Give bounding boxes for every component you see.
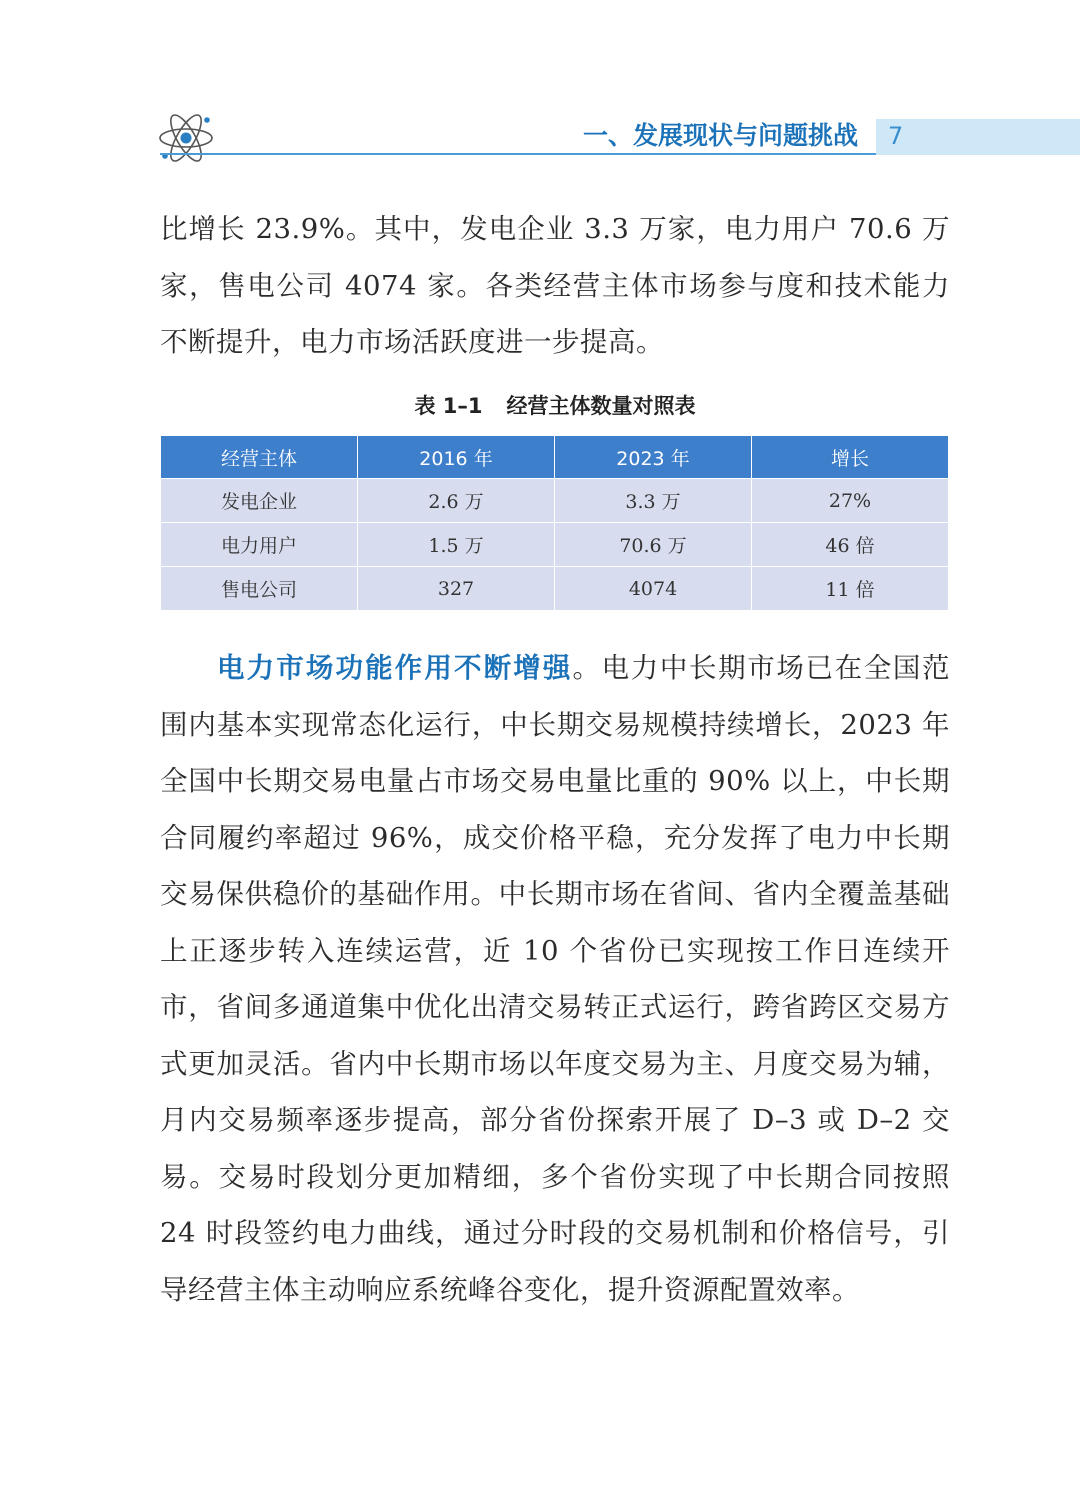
table-cell: 46 倍 xyxy=(752,523,949,567)
chapter-title: 一、发展现状与问题挑战 xyxy=(582,121,858,150)
table-cell: 11 倍 xyxy=(752,567,949,611)
table-header-row xyxy=(161,436,949,479)
table-row xyxy=(161,567,949,611)
table-cell: 电力用户 xyxy=(161,523,358,567)
column-header: 2016 年 xyxy=(358,436,555,479)
atom-icon xyxy=(156,106,216,168)
table-caption-title: 经营主体数量对照表 xyxy=(506,394,696,418)
table-cell: 发电企业 xyxy=(161,479,358,523)
table-cell: 70.6 万 xyxy=(555,523,752,567)
column-header: 2023 年 xyxy=(555,436,752,479)
table-cell: 27% xyxy=(752,479,949,523)
table-caption-number: 表 1–1 xyxy=(414,394,483,418)
table-cell: 售电公司 xyxy=(161,567,358,611)
intro-paragraph: 比增长 23.9%。其中，发电企业 3.3 万家，电力用户 70.6 万家，售电公司 4074 家。各类经营主体市场参与度和技术能力不断提升，电力市场活跃度进一步提高。 xyxy=(160,213,950,358)
column-header: 经营主体 xyxy=(161,436,358,479)
entity-count-table xyxy=(160,435,949,611)
table-cell: 3.3 万 xyxy=(555,479,752,523)
paragraph-heading: 电力市场功能作用不断增强 xyxy=(217,652,573,684)
table-row xyxy=(161,479,949,523)
page-number-tab xyxy=(876,119,1080,155)
table-caption xyxy=(160,390,950,420)
table-row xyxy=(161,523,949,567)
paragraph-body: 。电力中长期市场已在全国范围内基本实现常态化运行，中长期交易规模持续增长，2023 年全国中长期交易电量占市场交易电量比重的 90% 以上，中长期合同履约率超过 96%，成交价格平稳，充分发挥了电力中长期交易保供稳价的基础作用。中长期市场在省间、省内全覆盖基础上正逐步转入连续运营，近 10 个省份已实现按工作日连续开市，省间多通道集中优化出清交易转正式运行，跨省跨区交易方式更加灵活。省内中长期市场以年度交易为主、月度交易为辅，月内交易频率逐步提高，部分省份探索开展了 D–3 或 D–2 交易。交易时段划分更加精细，多个省份实现了中长期合同按照 24 时段签约电力曲线，通过分时段的交易机制和价格信号，引导经营主体主动响应系统峰谷变化，提升资源配置效率。 xyxy=(160,652,950,1306)
page-number: 7 xyxy=(888,122,904,150)
table-cell: 327 xyxy=(358,567,555,611)
table-cell: 2.6 万 xyxy=(358,479,555,523)
table-cell: 4074 xyxy=(555,567,752,611)
table-cell: 1.5 万 xyxy=(358,523,555,567)
market-function-paragraph xyxy=(160,640,950,1318)
column-header: 增长 xyxy=(752,436,949,479)
